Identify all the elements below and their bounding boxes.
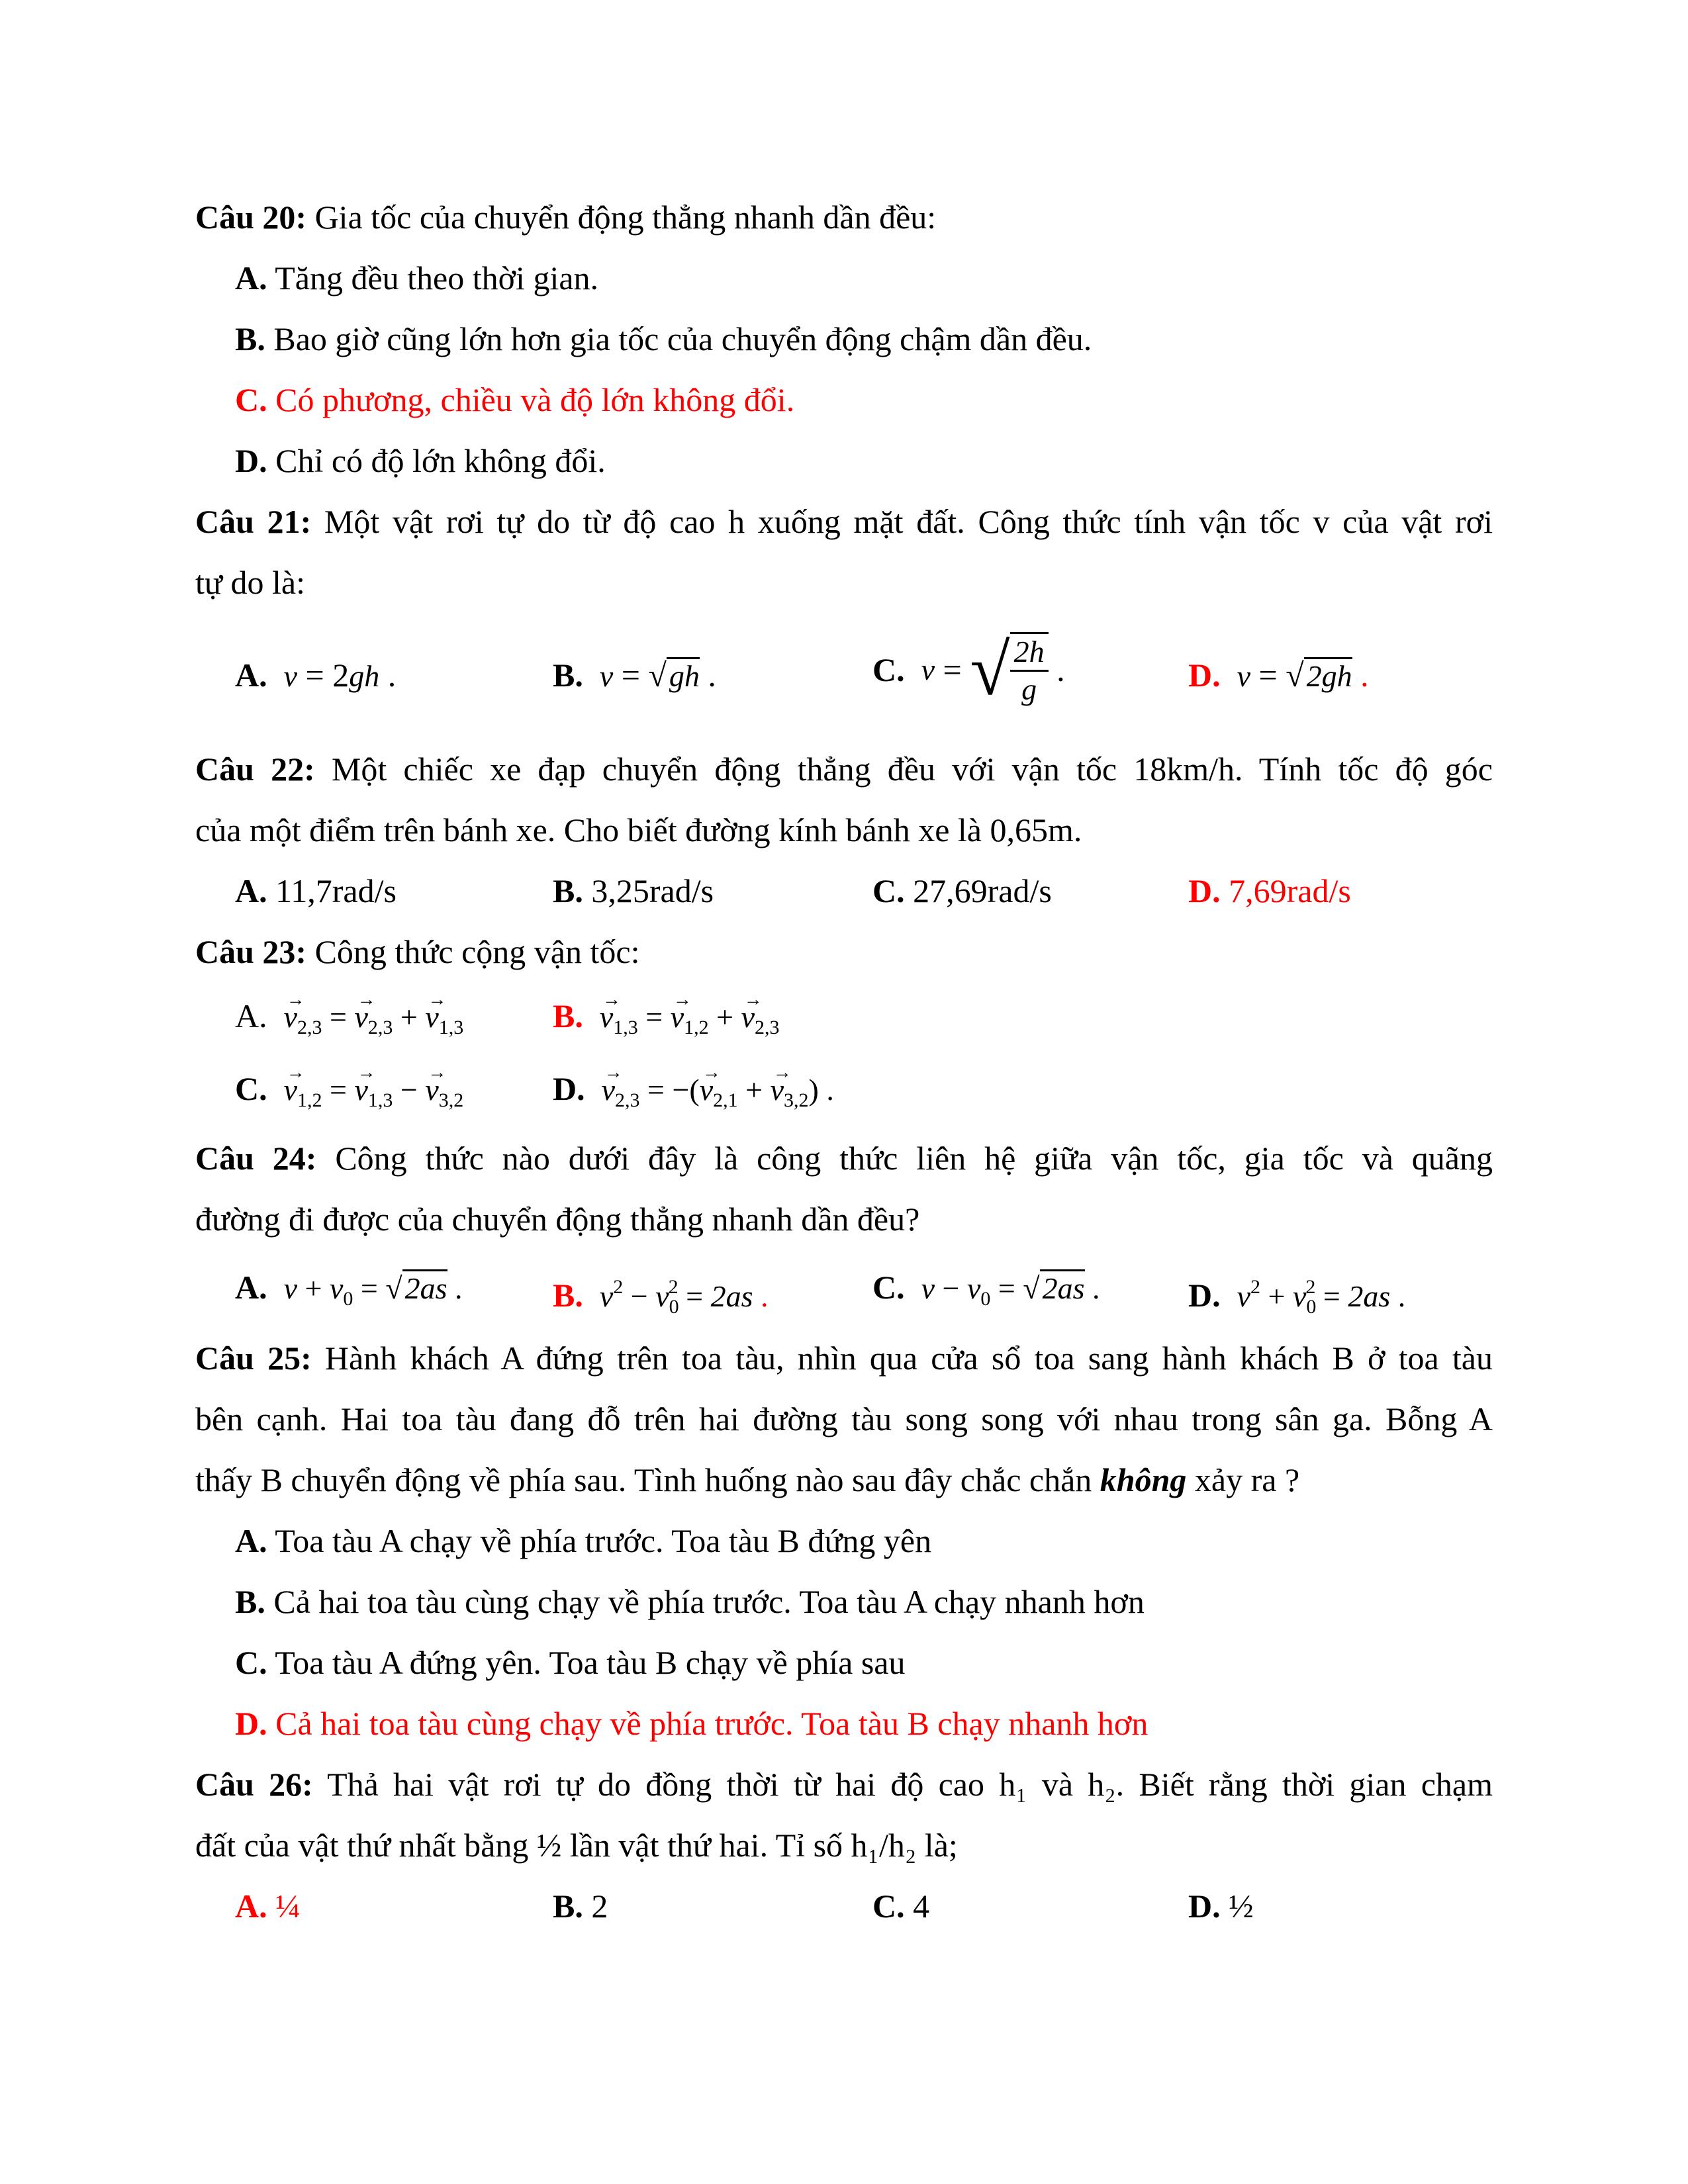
q26-option-a-answer: A. ¼ [235,1888,301,1925]
question-21-cont: tự do là: [195,564,305,601]
q20-option-d: D. Chỉ có độ lớn không đổi. [235,442,606,479]
q22-option-a: A. 11,7rad/s [235,872,397,909]
q25-option-c: C. Toa tàu A đứng yên. Toa tàu B chạy về phía sau [235,1644,906,1681]
question-22: Câu 22: Một chiếc xe đạp chuyển động thẳng đều với vận tốc 18km/h. Tính tốc độ góc [195,751,1493,788]
q22-option-b: B. 3,25rad/s [553,872,714,909]
q20-option-c-answer: C. Có phương, chiều và độ lớn không đổi. [235,381,795,418]
question-26: Câu 26: Thả hai vật rơi tự do đồng thời từ hai độ cao h₁ và h₂. Biết rằng thời gian chạm [195,1766,1493,1803]
q21-option-d-answer: D. v = √2gh . [1188,657,1369,694]
question-24: Câu 24: Công thức nào dưới đây là công thức liên hệ giữa vận tốc, gia tốc và quãng [195,1140,1493,1177]
q23-option-a: A. → $v_{2,3}$ = → $v_{2,3}$ + → $v_{1,3}$ [235,996,463,1048]
q20-option-a: A. Tăng đều theo thời gian. [235,259,599,296]
q24-option-b-answer: B. $v^2 - v_0^2 = 2as$ . [553,1276,769,1318]
q26-option-c: C. 4 [872,1888,930,1925]
q24-option-d: D. $v^2 + v_0^2 = 2as$ . [1188,1276,1406,1318]
question-21: Câu 21: Một vật rơi tự do từ độ cao h xuống mặt đất. Công thức tính vận tốc v của vật rơi [195,503,1493,540]
question-24-cont: đường đi được của chuyển động thẳng nhanh dần đều? [195,1201,920,1238]
question-20: Câu 20: Gia tốc của chuyển động thẳng nhanh dần đều: [195,199,937,236]
question-22-cont: của một điểm trên bánh xe. Cho biết đường kính bánh xe là 0,65m. [195,811,1082,848]
q21-option-a: A. v = 2gh . [235,657,397,694]
q23-option-d: D. → $v_{2,3}$ = −(→ $v_{2,1}$ + → $v_{3,2}$) . [553,1069,834,1120]
q25-option-a: A. Toa tàu A chạy về phía trước. Toa tàu B đứng yên [235,1522,932,1559]
q25-option-d-answer: D. Cả hai toa tàu cùng chạy về phía trước. Toa tàu B chạy nhanh hơn [235,1705,1149,1742]
q21-option-b: B. v = √gh . [553,657,716,694]
q25-option-b: B. Cả hai toa tàu cùng chạy về phía trước. Toa tàu A chạy nhanh hơn [235,1583,1145,1620]
question-25-cont-1: bên cạnh. Hai toa tàu đang đỗ trên hai đường tàu song song với nhau trong sân ga. Bỗng A [195,1400,1493,1437]
q21-option-c: C. v = √ $\frac{2h}{g}$ . [872,629,1065,710]
q26-option-b: B. 2 [553,1888,608,1925]
question-23: Câu 23: Công thức cộng vận tốc: [195,933,640,970]
question-25: Câu 25: Hành khách A đứng trên toa tàu, nhìn qua cửa sổ toa sang hành khách B ở toa tàu [195,1340,1493,1377]
q24-option-c: C. $v - v_0 = √2as$ . [872,1269,1100,1310]
q26-option-d: D. ½ [1188,1888,1254,1925]
q23-option-b-answer: B. → $v_{1,3}$ = → $v_{1,2}$ + → $v_{2,3}$ [553,996,780,1048]
question-25-cont-2: thấy B chuyển động về phía sau. Tình huống nào sau đây chắc chắn không xảy ra ? [195,1461,1300,1498]
q22-option-d-answer: D. 7,69rad/s [1188,872,1351,909]
q23-option-c: C. → $v_{1,2}$ = → $v_{1,3}$ − → $v_{3,2}$ [235,1069,463,1120]
q20-option-b: B. Bao giờ cũng lớn hơn gia tốc của chuyển động chậm dần đều. [235,320,1092,357]
q24-option-a: A. $v + v_0 = √2as$ . [235,1269,463,1310]
q22-option-c: C. 27,69rad/s [872,872,1052,909]
question-26-cont: đất của vật thứ nhất bằng ½ lần vật thứ hai. Tỉ số h₁/h₂ là; [195,1827,958,1864]
